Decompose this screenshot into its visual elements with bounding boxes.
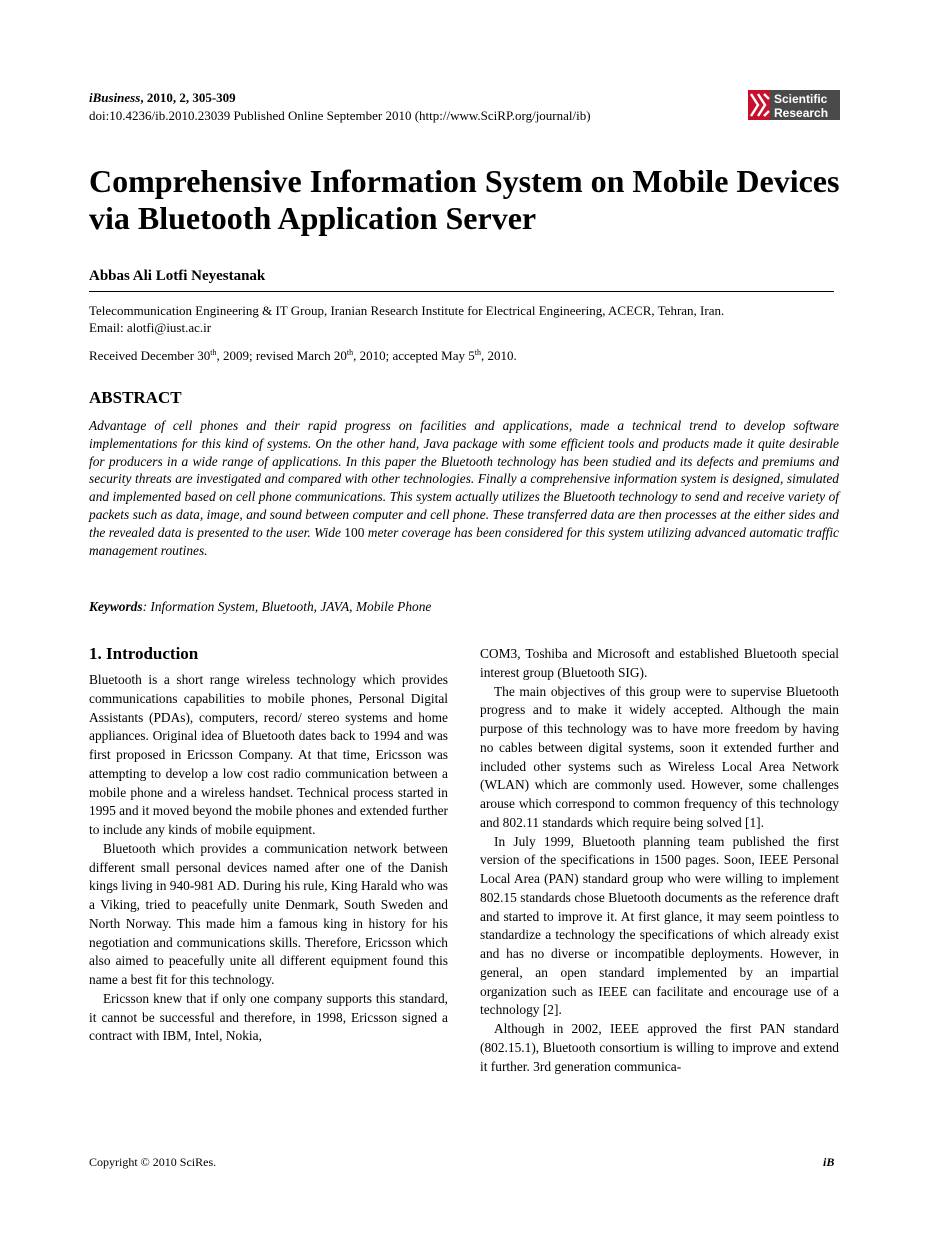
keywords-list: : Information System, Bluetooth, JAVA, Mobile Phone [142,599,432,614]
divider [89,291,834,292]
paragraph: COM3, Toshiba and Microsoft and established Bluetooth special interest group (Bluetooth SIG). [480,646,839,680]
paragraph: Bluetooth is a short range wireless technology which provides communications capabilities to mobile phones, Personal Digital Assistants (PDAs), computers, record/ stereo systems and home appliances. Original idea of Bluetooth dates back to 1994 and was first proposed in Ericsson Company. At that time, Ericsson was attempting to develop a low cost radio communication between a mobile phone and a wireless handset. Technical process started in 1995 and it moved beyond the mobile phones and extended further to include any kinds of mobile equipment. [89,672,448,837]
author-name: Abbas Ali Lotfi Neyestanak [89,268,266,284]
paragraph: Bluetooth which provides a communication network between different small personal devices named after one of the Danish kings living in 940-981 AD. During his rule, King Harald who was a Viking, tried to peacefully unite Denmark, South Sweden and North Norway. This made him a famous king in history for his negotiation and communications skills. Therefore, Ericsson which also aimed to peacefully unite all different equipment found this name a best fit for this technology. [89,840,448,987]
column-right [480,645,839,1076]
affiliation: Telecommunication Engineering & IT Group, Iranian Research Institute for Electrical Engineering, ACECR, Tehran, Iran. [89,303,725,318]
logo-text-1: Scientific [774,92,828,106]
abstract-text: Advantage of cell phones and their rapid progress on facilities and applications, made a technical trend to develop software implementations for this kind of systems. On the other hand, Java package with some efficient tools and products made it quite desirable for producers in a wide range of applications. In this paper the Bluetooth technology has been studied and its defects and premiums and security threats are investigated and compared with other technologies. Finally a comprehensive information system is designed, simulated and implemented based on cell phone communications. This system actually utilizes the Bluetooth technology to send and receive variety of packets such as data, image, and sound between computer and cell phone. These transferred data are then processes at the either sides and the revealed data is presented to the user. Wide [89,418,839,540]
paragraph: Although in 2002, IEEE approved the first PAN standard (802.15.1), Bluetooth consortium is willing to improve and extend it further. 3rd generation communica- [480,1021,839,1074]
journal-name: iBusiness [89,90,141,105]
accepted-year: , 2010. [480,348,517,363]
received-text: Received December 30 [89,348,211,363]
footer-copyright: Copyright © 2010 SciRes. [89,1155,217,1169]
received-dates [89,348,839,364]
column-left [89,671,448,1046]
accepted-sup: th [474,348,481,357]
revised-text: , 2009; revised March 20 [216,348,347,363]
abstract-body [89,417,839,559]
publisher-logo [748,90,840,120]
email: Email: alotfi@iust.ac.ir [89,320,212,335]
paragraph: In July 1999, Bluetooth planning team published the first version of the specifications in 1500 pages. Soon, IEEE Personal Local Area (PAN) standard group who were willing to implement 802.15 standards chose Bluetooth documents as the reference draft and started to improve it. At first glance, it may seem pointless to standardize a technology the specifications of which already exist and has no diverse or incompatible deployments. However, in general, an open standard implemented by an impartial organization such as IEEE can facilitate and encourage use of a technology [2]. [480,833,839,1018]
received-sup: th [210,348,217,357]
logo-text-2: Research [774,106,829,120]
footer-journal: iB [823,1155,835,1169]
section-heading: 1. Introduction [89,644,199,663]
paragraph: Ericsson knew that if only one company supports this standard, it cannot be successful and therefore, in 1998, Ericsson signed a contract with IBM, Intel, Nokia, [89,990,448,1044]
abstract-tail: meter coverage has been considered for this system utilizing advanced automatic traffic management routines. [89,524,839,558]
paper-title: Comprehensive Information System on Mobile Devices via Bluetooth Application Server [89,163,840,236]
paragraph: The main objectives of this group were to supervise Bluetooth progress and to make it widely accepted. Although the main purpose of this technology was to have more freedom by having no cables between digital systems, soon it extended further and included other systems such as Wireless Local Area Network (WLAN) which are commonly used. However, some challenges arouse which correspond to common frequency of this technology and 802.11 standards which require being solved [1]. [480,683,839,830]
abstract-number: 100 [344,524,365,540]
accepted-text: , 2010; accepted May 5 [353,348,475,363]
keywords [89,599,839,615]
doi-line: doi:10.4236/ib.2010.23039 Published Online September 2010 (http://www.SciRP.org/journal/ib) [89,108,591,123]
keywords-label: Keywords [89,599,143,614]
affiliation-block [89,302,839,336]
journal-citation [89,90,236,106]
revised-sup: th [346,348,354,357]
journal-volume: , 2010, 2, 305-309 [140,90,236,105]
abstract-heading: ABSTRACT [89,388,182,407]
